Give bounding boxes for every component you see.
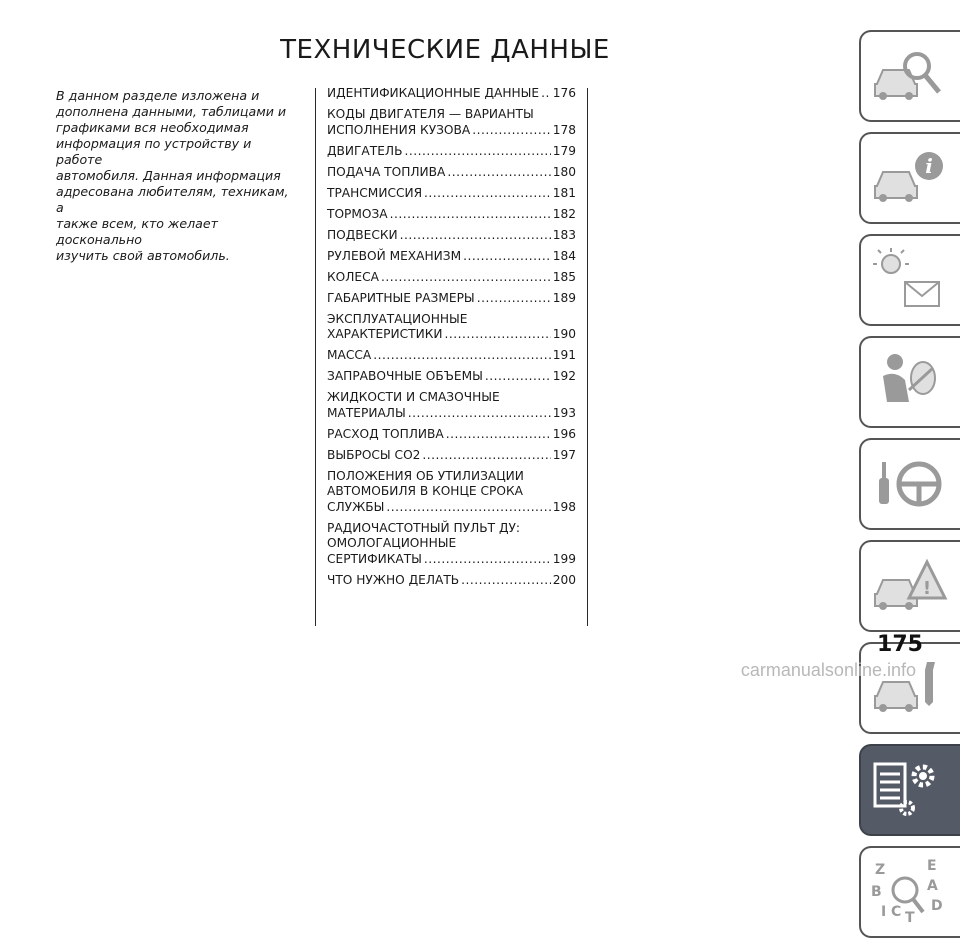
index-letter: D (931, 898, 943, 914)
toc-entry-row (327, 165, 576, 181)
toc-dot-leader (400, 228, 551, 244)
toc-entry-title: ОМОЛОГАЦИОННЫЕ (327, 536, 457, 550)
toc-entry-title: ЧТО НУЖНО ДЕЛАТЬ (327, 572, 460, 587)
toc-entry[interactable] (327, 312, 576, 343)
toc-entry[interactable] (327, 207, 576, 223)
intro-text (56, 88, 300, 264)
key-steering-wheel-icon (869, 448, 949, 520)
toc-entry-title: ХАРАКТЕРИСТИКИ (327, 327, 443, 341)
toc-entry[interactable] (327, 427, 576, 443)
watermark: carmanualsonline.info (740, 660, 916, 680)
toc-entry-row (327, 186, 576, 202)
toc-page-number: 190 (552, 327, 576, 341)
tab-car-info[interactable] (859, 132, 960, 224)
toc-entry-title: ПОЛОЖЕНИЯ ОБ УТИЛИЗАЦИИ (327, 468, 524, 483)
toc-entry-title: АВТОМОБИЛЯ В КОНЦЕ СРОКА (327, 484, 523, 498)
toc-dot-leader (447, 165, 550, 181)
toc-dot-leader (386, 500, 550, 516)
toc-entry-row (327, 448, 576, 464)
intro-line: изучить свой автомобиль. (56, 248, 230, 263)
toc-dot-leader (408, 406, 551, 422)
toc-dot-leader (404, 144, 550, 160)
toc-entry-row (327, 249, 576, 265)
intro-line: адресована любителям, техникам, а (56, 184, 289, 215)
index-letter: C (891, 904, 902, 920)
toc-page-number: 182 (552, 206, 576, 221)
toc-entry[interactable] (327, 144, 576, 160)
toc-entry[interactable] (327, 228, 576, 244)
toc-entry-row (327, 291, 576, 307)
toc-entry-row (327, 144, 576, 160)
toc-entry-row (327, 369, 576, 385)
toc-dot-leader (463, 249, 551, 265)
toc-page-number: 197 (552, 447, 576, 462)
toc-entry-title: РАСХОД ТОПЛИВА (327, 426, 444, 441)
index-letter: I (881, 904, 887, 920)
page-number: 175 (877, 632, 923, 657)
toc-entry[interactable] (327, 390, 576, 421)
section-tabs (859, 30, 960, 948)
intro-line: автомобиля. Данная информация (56, 168, 281, 183)
svg-text:!: ! (922, 578, 932, 599)
toc-page-number: 184 (552, 248, 576, 263)
toc-page-number: 191 (552, 348, 576, 362)
column-divider-left (315, 88, 316, 626)
toc-dot-leader (390, 207, 551, 223)
toc-entry[interactable] (327, 369, 576, 385)
airbag-person-icon (869, 346, 949, 418)
toc-entry-title: ДВИГАТЕЛЬ (327, 143, 403, 158)
toc-dot-leader (541, 86, 551, 102)
warning-light-message-icon (869, 244, 949, 316)
toc-page-number: 200 (552, 572, 576, 587)
toc-entry[interactable] (327, 107, 576, 138)
toc-entry[interactable] (327, 448, 576, 464)
toc-entry[interactable] (327, 186, 576, 202)
toc-entry-title: ТОРМОЗА (327, 206, 388, 221)
toc-entry[interactable] (327, 469, 576, 516)
table-of-contents (327, 86, 576, 594)
toc-entry-title: КОЛЕСА (327, 269, 379, 284)
toc-entry-title: ПОДАЧА ТОПЛИВА (327, 164, 446, 179)
toc-dot-leader (422, 448, 550, 464)
intro-line: дополнена данными, таблицами и (56, 104, 287, 119)
toc-entry-row (327, 228, 576, 244)
toc-page-number: 183 (552, 227, 576, 242)
toc-entry[interactable] (327, 291, 576, 307)
toc-entry-row (327, 348, 576, 364)
index-letter: A (927, 878, 938, 894)
page-title: ТЕХНИЧЕСКИЕ ДАННЫЕ (280, 35, 610, 66)
toc-page-number: 176 (552, 86, 576, 100)
toc-entry[interactable] (327, 348, 576, 364)
toc-dot-leader (424, 552, 551, 568)
toc-entry-row (327, 573, 576, 589)
index-letter: Z (875, 862, 886, 878)
tab-technical-data[interactable] (859, 744, 960, 836)
toc-entry-title: ЭКСПЛУАТАЦИОННЫЕ (327, 311, 468, 326)
tab-warning-lights[interactable] (859, 234, 960, 326)
toc-page-number: 179 (552, 143, 576, 158)
toc-entry-row (327, 86, 576, 102)
toc-entry[interactable] (327, 521, 576, 568)
column-divider-right (587, 88, 588, 626)
toc-entry-title: ЖИДКОСТИ И СМАЗОЧНЫЕ (327, 390, 500, 404)
toc-entry[interactable] (327, 270, 576, 286)
toc-page-number: 189 (552, 290, 576, 305)
toc-page-number: 193 (552, 405, 576, 420)
tab-safety[interactable] (859, 336, 960, 428)
toc-entry-row (327, 552, 576, 568)
toc-entry-title: ИДЕНТИФИКАЦИОННЫЕ ДАННЫЕ (327, 86, 540, 100)
toc-dot-leader (461, 573, 551, 589)
tab-starting-driving[interactable] (859, 438, 960, 530)
toc-entry-row (327, 270, 576, 286)
car-search-icon (869, 40, 949, 112)
intro-line: графиками вся необходимая (56, 120, 249, 135)
toc-page-number: 196 (552, 426, 576, 441)
toc-entry[interactable] (327, 86, 576, 102)
technical-data-gear-icon (869, 754, 949, 826)
toc-page-number: 180 (552, 164, 576, 179)
toc-entry-title: ЗАПРАВОЧНЫЕ ОБЪЕМЫ (327, 369, 483, 383)
car-emergency-icon (869, 550, 949, 622)
toc-entry-title: РАДИОЧАСТОТНЫЙ ПУЛЬТ ДУ: (327, 520, 521, 535)
toc-page-number: 185 (552, 269, 576, 284)
toc-dot-leader (472, 123, 551, 139)
tab-alphabetical-index[interactable] (859, 846, 960, 938)
toc-entry-row (327, 500, 576, 516)
toc-entry[interactable] (327, 249, 576, 265)
toc-entry-title: ИСПОЛНЕНИЯ КУЗОВА (327, 122, 471, 137)
toc-entry-title: ВЫБРОСЫ CO2 (327, 447, 421, 462)
toc-entry-title: СЕРТИФИКАТЫ (327, 551, 422, 566)
intro-line: В данном разделе изложена и (56, 88, 260, 103)
toc-entry-row (327, 427, 576, 443)
intro-line: информация по устройству и работе (56, 136, 252, 167)
toc-entry[interactable] (327, 165, 576, 181)
toc-entry-row (327, 327, 576, 343)
toc-entry-title: ТРАНСМИССИЯ (327, 185, 423, 200)
toc-entry-row (327, 123, 576, 139)
toc-entry-title: СЛУЖБЫ (327, 499, 385, 514)
toc-dot-leader (477, 291, 551, 307)
toc-entry-row (327, 406, 576, 422)
tab-emergency[interactable] (859, 540, 960, 632)
toc-entry-title: ГАБАРИТНЫЕ РАЗМЕРЫ (327, 290, 475, 305)
index-letter: E (927, 858, 937, 874)
toc-dot-leader (444, 327, 550, 343)
toc-entry-title: МАТЕРИАЛЫ (327, 405, 406, 420)
toc-dot-leader (424, 186, 551, 202)
car-info-icon (869, 142, 949, 214)
toc-entry-row (327, 207, 576, 223)
toc-dot-leader (373, 348, 551, 364)
toc-dot-leader (381, 270, 551, 286)
intro-line: также всем, кто желает досконально (56, 216, 218, 247)
svg-text:i: i (925, 154, 933, 178)
toc-page-number: 178 (552, 122, 576, 137)
toc-entry-title: КОДЫ ДВИГАТЕЛЯ — ВАРИАНТЫ (327, 107, 534, 121)
toc-page-number: 192 (552, 369, 576, 383)
toc-dot-leader (485, 369, 551, 385)
toc-entry[interactable] (327, 573, 576, 589)
alphabetical-index-icon (869, 856, 949, 928)
toc-page-number: 199 (552, 551, 576, 566)
toc-dot-leader (446, 427, 551, 443)
tab-car-search[interactable] (859, 30, 960, 122)
index-letter: B (871, 884, 882, 900)
toc-entry-title: ПОДВЕСКИ (327, 227, 398, 242)
toc-entry-title: МАССА (327, 348, 372, 362)
index-letter: T (905, 910, 915, 926)
toc-entry-title: РУЛЕВОЙ МЕХАНИЗМ (327, 248, 462, 263)
toc-page-number: 181 (552, 185, 576, 200)
toc-page-number: 198 (552, 499, 576, 514)
